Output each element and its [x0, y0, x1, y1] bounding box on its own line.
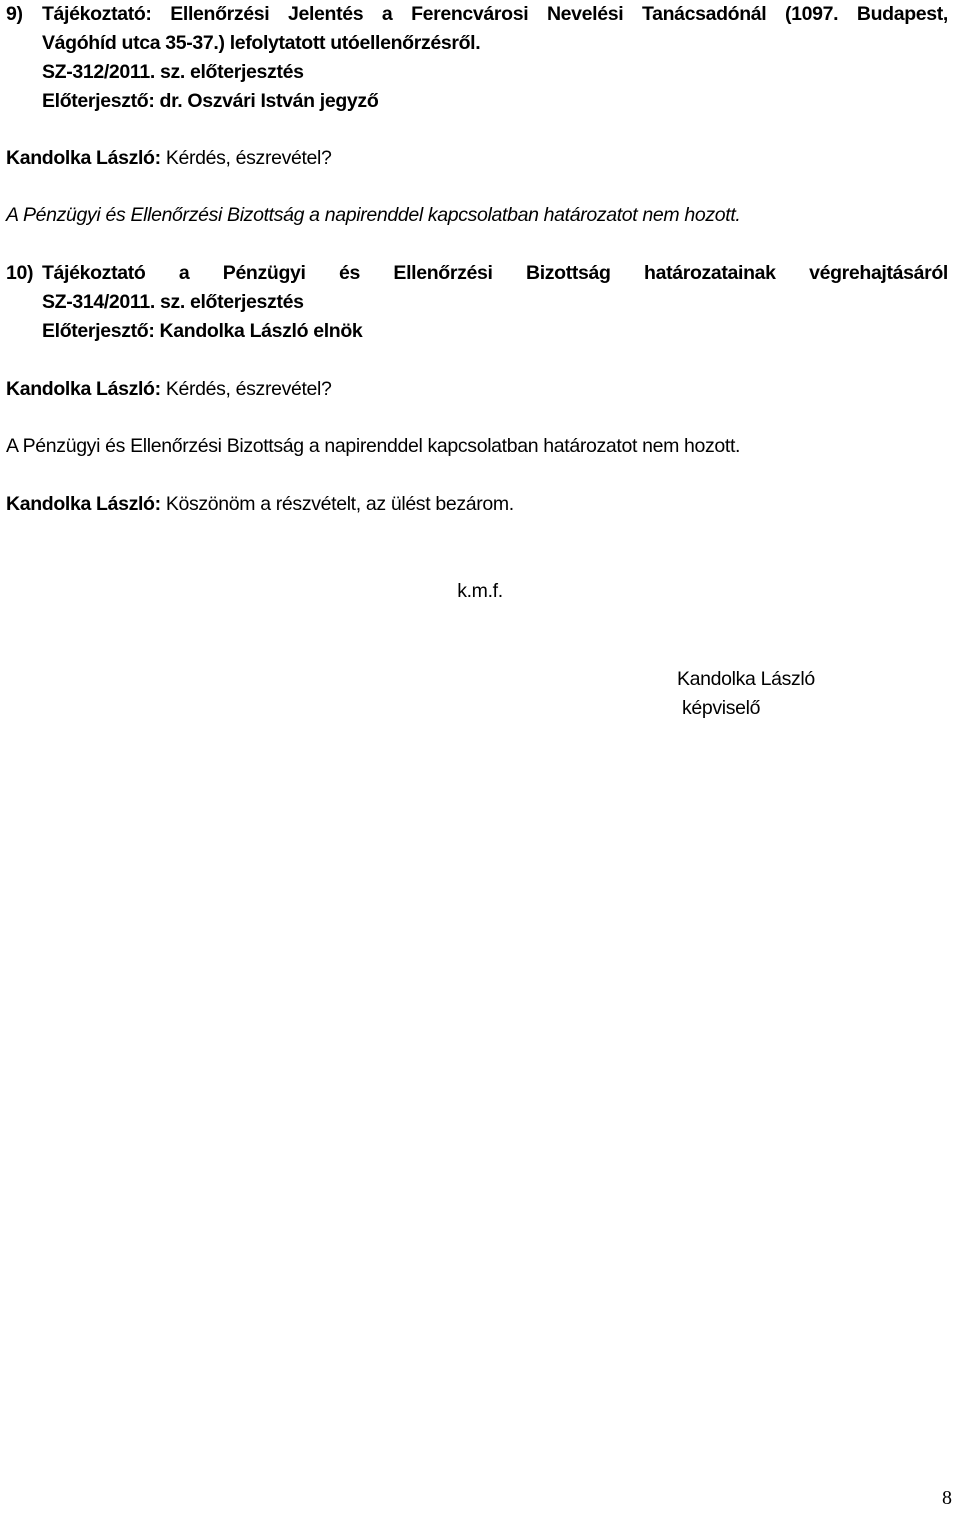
kmf-mark: k.m.f. [457, 580, 503, 602]
presenter-line: Előterjesztő: dr. Oszvári István jegyző [42, 90, 379, 112]
speaker-name: Kandolka László: [6, 493, 161, 515]
signature-name: Kandolka László [677, 668, 815, 690]
signature-role: képviselő [682, 697, 761, 719]
page-number: 8 [942, 1487, 952, 1509]
speaker-statement [6, 377, 332, 401]
speech-text: Kérdés, észrevétel? [160, 147, 332, 169]
presenter-line: Előterjesztő: Kandolka László elnök [42, 320, 363, 342]
closing-statement [6, 492, 514, 516]
speaker-statement [6, 146, 332, 170]
document-reference: SZ-312/2011. sz. előterjesztés [42, 61, 304, 83]
committee-result: A Pénzügyi és Ellenőrzési Bizottság a napirenddel kapcsolatban határozatot nem hozott. [6, 204, 741, 226]
speech-text: Köszönöm a részvételt, az ülést bezárom. [160, 493, 514, 515]
speech-text: Kérdés, észrevétel? [160, 378, 332, 400]
agenda-item-title: Tájékoztató a Pénzügyi és Ellenőrzési Bizottság határozatainak végrehajtásáról [42, 262, 948, 284]
agenda-item-title-continued: Vágóhíd utca 35-37.) lefolytatott utóellenőrzésről. [42, 32, 481, 54]
speaker-name: Kandolka László: [6, 147, 161, 169]
committee-result: A Pénzügyi és Ellenőrzési Bizottság a napirenddel kapcsolatban határozatot nem hozott. [6, 435, 741, 457]
document-reference: SZ-314/2011. sz. előterjesztés [42, 291, 304, 313]
agenda-item-10-heading [6, 261, 948, 285]
agenda-item-number: 10) [6, 262, 34, 284]
speaker-name: Kandolka László: [6, 378, 161, 400]
agenda-item-number: 9) [6, 3, 23, 25]
agenda-item-9-heading [6, 2, 948, 26]
agenda-item-title: Tájékoztató: Ellenőrzési Jelentés a Ferencvárosi Nevelési Tanácsadónál (1097. Budapest, [42, 3, 948, 25]
